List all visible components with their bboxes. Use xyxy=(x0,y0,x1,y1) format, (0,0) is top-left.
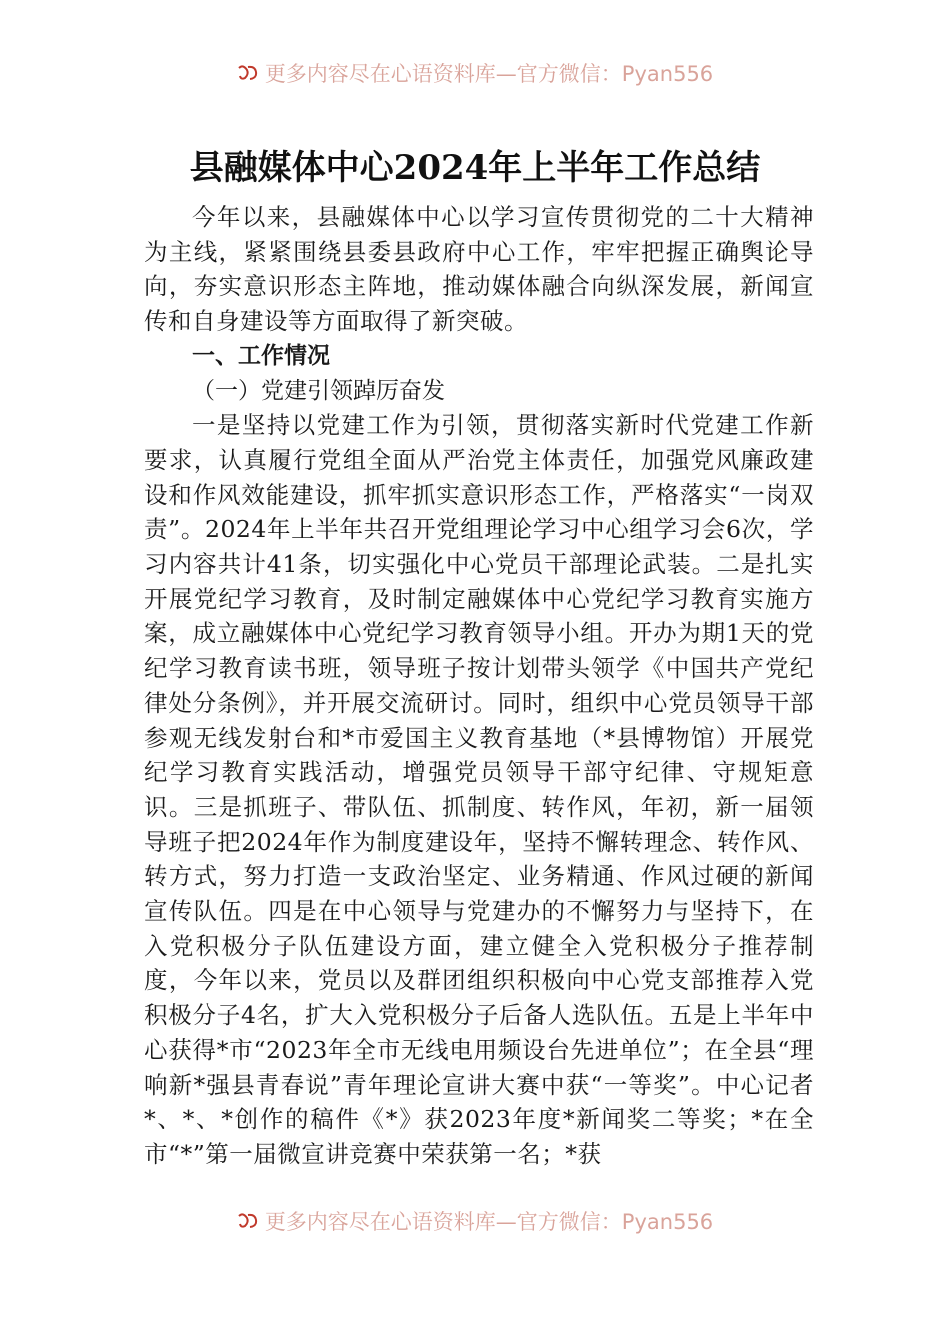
watermark-bottom xyxy=(0,1206,950,1236)
logo-icon xyxy=(237,1212,259,1230)
watermark-top xyxy=(0,58,950,88)
logo-icon xyxy=(237,64,259,82)
document-body xyxy=(144,200,814,1172)
watermark-text: 更多内容尽在心语资料库—官方微信：Pyan556 xyxy=(264,62,714,86)
watermark-text: 更多内容尽在心语资料库—官方微信：Pyan556 xyxy=(264,1210,714,1234)
document-title: 县融媒体中心2024年上半年工作总结 xyxy=(189,148,761,188)
body-paragraph: 一是坚持以党建工作为引领，贯彻落实新时代党建工作新要求，认真履行党组全面从严治党主体责任，加强党风廉政建设和作风效能建设，抓牢抓实意识形态工作，严格落实“一岗双责”。2024年上半年共召开党组理论学习中心组学习会6次，学习内容共计41条，切实强化中心党员干部理论武装。二是扎实开展党纪学习教育，及时制定融媒体中心党纪学习教育实施方案，成立融媒体中心党纪学习教育领导小组。开办为期1天的党纪学习教育读书班，领导班子按计划带头领学《中国共产党纪律处分条例》，并开展交流研讨。同时，组织中心党员领导干部参观无线发射台和*市爱国主义教育基地（*县博物馆）开展党纪学习教育实践活动，增强党员领导干部守纪律、守规矩意识。三是抓班子、带队伍、抓制度、转作风，年初，新一届领导班子把2024年作为制度建设年，坚持不懈转理念、转作风、转方式，努力打造一支政治坚定、业务精通、作风过硬的新闻宣传队伍。四是在中心领导与党建办的不懈努力与坚持下，在入党积极分子队伍建设方面，建立健全入党积极分子推荐制度，今年以来，党员以及群团组织积极向中心党支部推荐入党积极分子4名，扩大入党积极分子后备人选队伍。五是上半年中心获得*市“2023年全市无线电用频设台先进单位”；在全县“理响新*强县青春说”青年理论宣讲大赛中获“一等奖”。中心记者*、*、*创作的稿件《*》获2023年度*新闻奖二等奖；*在全市“*”第一届微宣讲竞赛中荣获第一名；*获 xyxy=(144,411,814,1168)
intro-paragraph: 今年以来，县融媒体中心以学习宣传贯彻党的二十大精神为主线，紧紧围绕县委县政府中心工作，牢牢把握正确舆论导向，夯实意识形态主阵地，推动媒体融合向纵深发展，新闻宣传和自身建设等方面取得了新突破。 xyxy=(144,203,814,336)
subsection-heading: （一）党建引领踔厉奋发 xyxy=(192,377,445,404)
section-heading: 一、工作情况 xyxy=(192,342,330,369)
